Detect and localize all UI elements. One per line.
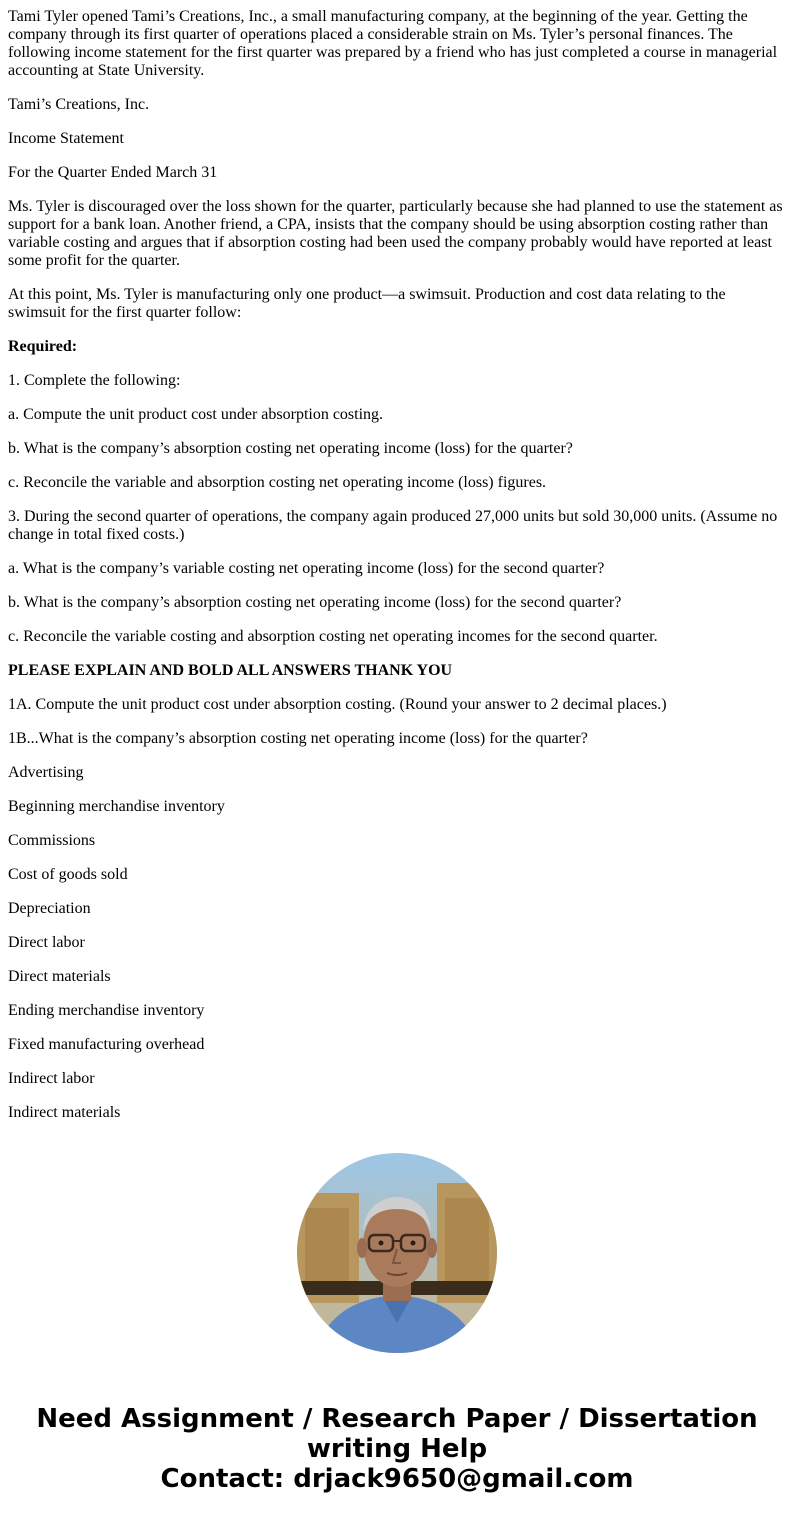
item-direct-labor: Direct labor xyxy=(8,934,85,951)
request-note: PLEASE EXPLAIN AND BOLD ALL ANSWERS THANK YOU xyxy=(8,662,453,679)
statement-title: Income Statement xyxy=(8,130,124,147)
item-ending-inventory: Ending merchandise inventory xyxy=(8,1002,205,1019)
product-paragraph: At this point, Ms. Tyler is manufacturing only one product—a swimsuit. Production and cost data relating to the swimsuit for the first quarter follow: xyxy=(8,286,726,321)
statement-period: For the Quarter Ended March 31 xyxy=(8,164,218,181)
item-depreciation: Depreciation xyxy=(8,900,91,917)
item-commissions: Commissions xyxy=(8,832,96,849)
part-1b: 1B...What is the company’s absorption costing net operating income (loss) for the quarter? xyxy=(8,730,588,747)
question-1a: a. Compute the unit product cost under absorption costing. xyxy=(8,406,384,423)
item-direct-materials: Direct materials xyxy=(8,968,111,985)
question-3c: c. Reconcile the variable costing and absorption costing net operating incomes for the second quarter. xyxy=(8,628,658,645)
banner-line-2: writing Help xyxy=(306,1434,488,1464)
contact-banner xyxy=(0,1404,794,1494)
question-1b: b. What is the company’s absorption costing net operating income (loss) for the quarter? xyxy=(8,440,573,457)
banner-line-1: Need Assignment / Research Paper / Dissertation xyxy=(36,1404,758,1434)
banner-contact: Contact: drjack9650@gmail.com xyxy=(160,1464,634,1494)
question-3a: a. What is the company’s variable costing net operating income (loss) for the second quarter? xyxy=(8,560,605,577)
item-indirect-labor: Indirect labor xyxy=(8,1070,95,1087)
required-heading: Required: xyxy=(8,338,78,355)
question-3: 3. During the second quarter of operations, the company again produced 27,000 units but sold 30,000 units. (Assume no change in total fixed costs.) xyxy=(8,508,778,543)
avatar xyxy=(297,1153,497,1353)
question-1c: c. Reconcile the variable and absorption costing net operating income (loss) figures. xyxy=(8,474,547,491)
item-indirect-materials: Indirect materials xyxy=(8,1104,121,1121)
person-portrait-image xyxy=(297,1153,497,1353)
item-advertising: Advertising xyxy=(8,764,84,781)
item-cost-of-goods-sold: Cost of goods sold xyxy=(8,866,128,883)
item-beginning-inventory: Beginning merchandise inventory xyxy=(8,798,225,815)
discouraged-paragraph: Ms. Tyler is discouraged over the loss shown for the quarter, particularly because she had planned to use the statement as support for a bank loan. Another friend, a CPA, insists that the company should be using absorption costing rather than variable costing and argues that if absorption costing had been used the company probably would have reported at least some profit for the quarter. xyxy=(8,198,783,269)
question-3b: b. What is the company’s absorption costing net operating income (loss) for the second quarter? xyxy=(8,594,622,611)
part-1a: 1A. Compute the unit product cost under absorption costing. (Round your answer to 2 decimal places.) xyxy=(8,696,667,713)
document-body xyxy=(8,8,786,1138)
item-fixed-overhead: Fixed manufacturing overhead xyxy=(8,1036,205,1053)
question-1: 1. Complete the following: xyxy=(8,372,181,389)
company-name: Tami’s Creations, Inc. xyxy=(8,96,150,113)
intro-paragraph: Tami Tyler opened Tami’s Creations, Inc., a small manufacturing company, at the beginning of the year. Getting the company through its first quarter of operations placed a considerable strain on Ms. Tyler’s personal finances. The following income statement for the first quarter was prepared by a friend who has just completed a course in managerial accounting at State University. xyxy=(8,8,778,79)
